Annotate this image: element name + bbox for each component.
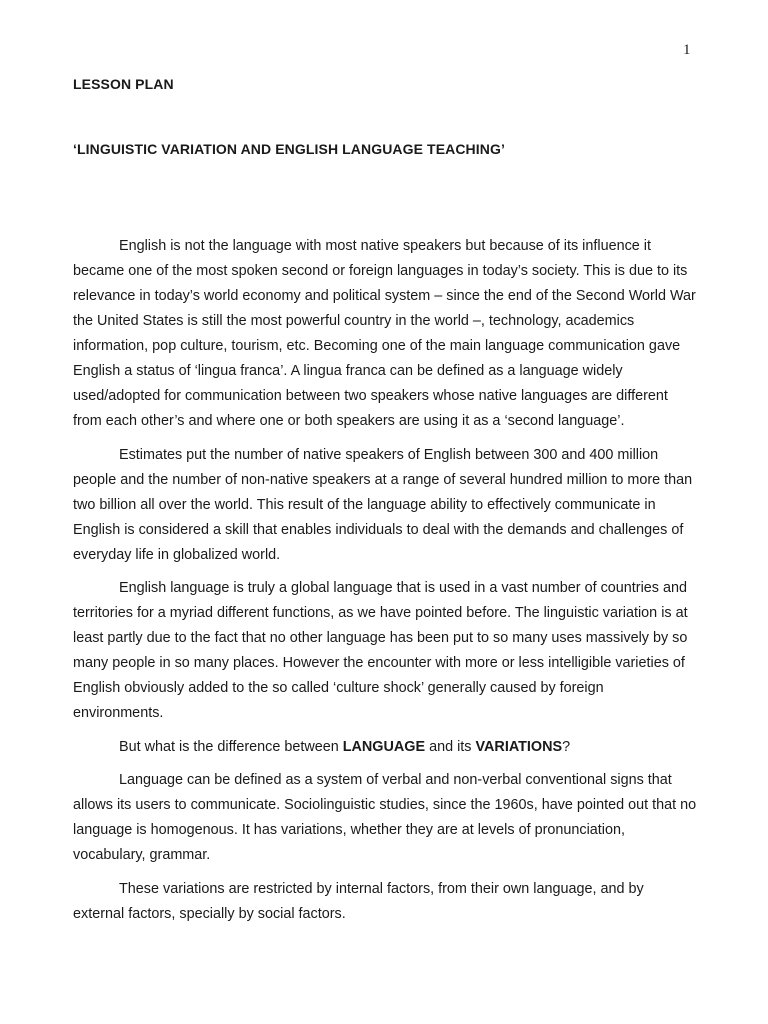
term-variations: VARIATIONS: [475, 738, 563, 755]
page-number: 1: [683, 42, 691, 58]
paragraph-6: These variations are restricted by internal factors, from their own language, and by external factors, specially by social factors.: [73, 880, 644, 922]
paragraph-5: Language can be defined as a system of verbal and non-verbal conventional signs that allows its users to communicate. Sociolinguistic studies, since the 1960s, have pointed out that no language is homogenous. It has variations, whether they are at levels of pronunciation, vocabulary, grammar.: [73, 772, 697, 863]
paragraph-3: English language is truly a global language that is used in a vast number of countries and territories for a myriad different functions, as we have pointed before. The linguistic variation is at least partly due to the fact that no other language has been put to so many uses massively by so many people in so many places. However the encounter with more or less intelligible varieties of English obviously added to the so called ‘culture shock’ generally caused by foreign environments.: [73, 580, 688, 721]
term-language: LANGUAGE: [342, 738, 426, 755]
paragraph-4-lead: But what is the difference between: [119, 738, 343, 755]
paragraph-2: Estimates put the number of native speakers of English between 300 and 400 million people and the number of non-native speakers at a range of several hundred million to more than two billion all over the world. This result of the language ability to effectively communicate in English is considered a skill that enables individuals to deal with the demands and challenges of everyday life in globalized world.: [73, 446, 693, 563]
body-text: [73, 234, 697, 935]
paragraph-4-middle: and its: [425, 738, 476, 755]
paragraph-1: English is not the language with most native speakers but because of its influence it became one of the most spoken second or foreign languages in today’s society. This is due to its relevance in today’s world economy and political system – since the end of the Second World War the United States is still the most powerful country in the world –, technology, academics information, pop culture, tourism, etc. Becoming one of the main language communication gave English a status of ‘lingua franca’. A lingua franca can be defined as a language widely used/adopted for communication between two speakers whose native languages are different from each other’s and where one or both speakers are using it as a ‘second language’.: [73, 238, 696, 429]
paragraph-4-end: ?: [562, 738, 571, 755]
document-title: ‘LINGUISTIC VARIATION AND ENGLISH LANGUAGE TEACHING’: [73, 141, 505, 157]
paragraph-4: [73, 735, 697, 760]
lesson-plan-heading: LESSON PLAN: [73, 76, 174, 92]
